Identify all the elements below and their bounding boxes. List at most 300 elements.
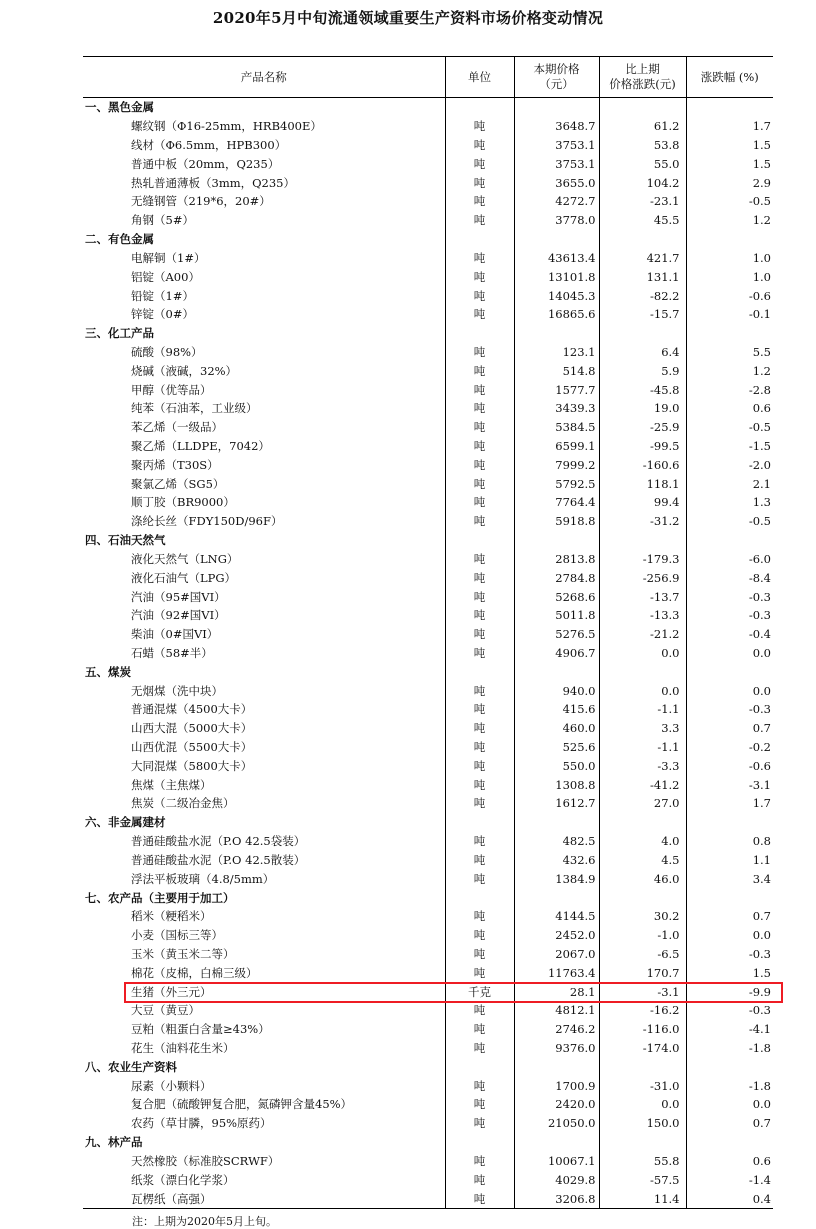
price-cell: 415.6 xyxy=(514,700,599,719)
unit-cell: 吨 xyxy=(445,474,514,493)
empty-cell xyxy=(599,324,686,343)
empty-cell xyxy=(686,324,773,343)
price-cell: 432.6 xyxy=(514,851,599,870)
price-cell: 7764.4 xyxy=(514,493,599,512)
change-percent-cell: 2.1 xyxy=(686,474,773,493)
table-row xyxy=(83,117,773,136)
change-percent-cell: -8.4 xyxy=(686,568,773,587)
product-name-cell: 农药（草甘膦，95%原药） xyxy=(131,1116,272,1131)
price-cell: 2746.2 xyxy=(514,1020,599,1039)
change-percent-cell: -1.4 xyxy=(686,1170,773,1189)
price-cell: 1577.7 xyxy=(514,380,599,399)
change-percent-cell: 1.7 xyxy=(686,794,773,813)
empty-cell xyxy=(445,662,514,681)
price-change-cell: -57.5 xyxy=(599,1170,686,1189)
unit-cell: 吨 xyxy=(445,343,514,362)
product-name-cell: 涤纶长丝（FDY150D/96F） xyxy=(131,514,283,529)
category-row xyxy=(83,98,773,117)
price-cell: 3753.1 xyxy=(514,136,599,155)
unit-cell: 吨 xyxy=(445,907,514,926)
change-percent-cell: 0.7 xyxy=(686,719,773,738)
price-change-cell: -6.5 xyxy=(599,945,686,964)
empty-cell xyxy=(686,888,773,907)
product-name-cell: 铅锭（1#） xyxy=(131,288,194,303)
price-cell: 4144.5 xyxy=(514,907,599,926)
unit-cell: 吨 xyxy=(445,625,514,644)
price-cell: 4029.8 xyxy=(514,1170,599,1189)
unit-cell: 吨 xyxy=(445,154,514,173)
price-change-cell: 45.5 xyxy=(599,211,686,230)
product-name-cell: 大豆（黄豆） xyxy=(131,1003,200,1018)
product-name-cell: 花生（油料花生米） xyxy=(131,1041,235,1056)
table-row xyxy=(83,1001,773,1020)
product-name-cell: 浮法平板玻璃（4.8/5mm） xyxy=(131,871,275,886)
unit-cell: 吨 xyxy=(445,173,514,192)
price-cell: 1308.8 xyxy=(514,775,599,794)
price-change-cell: 27.0 xyxy=(599,794,686,813)
price-change-cell: 421.7 xyxy=(599,249,686,268)
product-name-cell: 普通中板（20mm，Q235） xyxy=(131,156,280,171)
unit-cell: 吨 xyxy=(445,493,514,512)
product-name-cell: 山西优混（5500大卡） xyxy=(131,740,253,755)
table-row xyxy=(83,794,773,813)
empty-cell xyxy=(686,1133,773,1152)
change-percent-cell: -0.3 xyxy=(686,945,773,964)
product-name-cell: 液化石油气（LPG） xyxy=(131,570,237,585)
change-percent-cell: -0.3 xyxy=(686,587,773,606)
price-cell: 9376.0 xyxy=(514,1039,599,1058)
category-row xyxy=(83,230,773,249)
price-cell: 550.0 xyxy=(514,756,599,775)
category-label: 二、有色金属 xyxy=(85,232,154,247)
unit-cell: 吨 xyxy=(445,606,514,625)
unit-cell: 吨 xyxy=(445,1114,514,1133)
table-row xyxy=(83,681,773,700)
product-name-cell: 线材（Φ6.5mm，HPB300） xyxy=(131,138,287,153)
change-percent-cell: -2.8 xyxy=(686,380,773,399)
table-row xyxy=(83,775,773,794)
unit-cell: 吨 xyxy=(445,249,514,268)
product-name-cell: 甲醇（优等品） xyxy=(131,382,212,397)
price-change-cell: 3.3 xyxy=(599,719,686,738)
category-row xyxy=(83,813,773,832)
price-change-cell: -1.0 xyxy=(599,926,686,945)
empty-cell xyxy=(445,98,514,117)
price-change-cell: -31.0 xyxy=(599,1076,686,1095)
change-percent-cell: 1.2 xyxy=(686,361,773,380)
change-percent-cell: -1.8 xyxy=(686,1076,773,1095)
price-change-cell: 55.0 xyxy=(599,154,686,173)
category-row xyxy=(83,1133,773,1152)
change-percent-cell: -0.6 xyxy=(686,286,773,305)
table-row xyxy=(83,550,773,569)
unit-cell: 吨 xyxy=(445,361,514,380)
table-row xyxy=(83,192,773,211)
price-cell: 14045.3 xyxy=(514,286,599,305)
empty-cell xyxy=(599,98,686,117)
change-percent-cell: 1.0 xyxy=(686,249,773,268)
category-row xyxy=(83,662,773,681)
price-cell: 1612.7 xyxy=(514,794,599,813)
header-current-price: 本期价格 （元） xyxy=(514,57,599,98)
product-name-cell: 纯苯（石油苯，工业级） xyxy=(131,401,258,416)
empty-cell xyxy=(514,230,599,249)
empty-cell xyxy=(445,813,514,832)
unit-cell: 吨 xyxy=(445,945,514,964)
price-change-cell: -116.0 xyxy=(599,1020,686,1039)
change-percent-cell: -0.2 xyxy=(686,738,773,757)
unit-cell: 吨 xyxy=(445,512,514,531)
empty-cell xyxy=(445,230,514,249)
price-change-cell: -1.1 xyxy=(599,738,686,757)
change-percent-cell: 0.6 xyxy=(686,1152,773,1171)
table-row xyxy=(83,249,773,268)
price-change-cell: 104.2 xyxy=(599,173,686,192)
product-name-cell: 玉米（黄玉米二等） xyxy=(131,946,235,961)
price-cell: 11763.4 xyxy=(514,963,599,982)
header-price-change: 比上期 价格涨跌(元) xyxy=(599,57,686,98)
price-change-cell: -23.1 xyxy=(599,192,686,211)
change-percent-cell: 1.5 xyxy=(686,963,773,982)
price-change-cell: 55.8 xyxy=(599,1152,686,1171)
product-name-cell: 无缝钢管（219*6，20#） xyxy=(131,194,271,209)
unit-cell: 吨 xyxy=(445,1039,514,1058)
product-name-cell: 石蜡（58#半） xyxy=(131,645,213,660)
table-row xyxy=(83,587,773,606)
table-row xyxy=(83,700,773,719)
empty-cell xyxy=(686,531,773,550)
table-row xyxy=(83,1020,773,1039)
unit-cell: 吨 xyxy=(445,587,514,606)
empty-cell xyxy=(445,531,514,550)
change-percent-cell: -0.3 xyxy=(686,700,773,719)
price-change-cell: 131.1 xyxy=(599,267,686,286)
price-change-cell: 53.8 xyxy=(599,136,686,155)
unit-cell: 吨 xyxy=(445,775,514,794)
product-name-cell: 纸浆（漂白化学浆） xyxy=(131,1172,235,1187)
product-name-cell: 稻米（粳稻米） xyxy=(131,909,212,924)
price-cell: 482.5 xyxy=(514,832,599,851)
price-cell: 7999.2 xyxy=(514,455,599,474)
price-cell: 2813.8 xyxy=(514,550,599,569)
product-name-cell: 小麦（国标三等） xyxy=(131,928,223,943)
unit-cell: 吨 xyxy=(445,305,514,324)
change-percent-cell: 1.2 xyxy=(686,211,773,230)
empty-cell xyxy=(514,662,599,681)
price-cell: 2784.8 xyxy=(514,568,599,587)
unit-cell: 吨 xyxy=(445,963,514,982)
product-name-cell: 尿素（小颗料） xyxy=(131,1078,212,1093)
price-change-cell: 118.1 xyxy=(599,474,686,493)
price-change-cell: -15.7 xyxy=(599,305,686,324)
product-name-cell: 聚丙烯（T30S） xyxy=(131,457,219,472)
empty-cell xyxy=(686,1057,773,1076)
product-name-cell: 山西大混（5000大卡） xyxy=(131,721,253,736)
product-name-cell: 烧碱（液碱，32%） xyxy=(131,363,238,378)
price-change-cell: -45.8 xyxy=(599,380,686,399)
empty-cell xyxy=(514,531,599,550)
price-change-cell: -82.2 xyxy=(599,286,686,305)
price-cell: 28.1 xyxy=(514,982,599,1001)
price-change-cell: -1.1 xyxy=(599,700,686,719)
change-percent-cell: 0.0 xyxy=(686,644,773,663)
price-change-cell: 19.0 xyxy=(599,399,686,418)
unit-cell: 吨 xyxy=(445,117,514,136)
product-name-cell: 焦煤（主焦煤） xyxy=(131,777,212,792)
change-percent-cell: 5.5 xyxy=(686,343,773,362)
table-row xyxy=(83,474,773,493)
price-cell: 3648.7 xyxy=(514,117,599,136)
table-row xyxy=(83,211,773,230)
change-percent-cell: 1.5 xyxy=(686,154,773,173)
empty-cell xyxy=(686,230,773,249)
table-row xyxy=(83,267,773,286)
product-name-cell: 液化天然气（LNG） xyxy=(131,551,239,566)
unit-cell: 吨 xyxy=(445,869,514,888)
product-name-cell: 汽油（92#国VI） xyxy=(131,608,226,623)
price-cell: 16865.6 xyxy=(514,305,599,324)
price-change-cell: 11.4 xyxy=(599,1189,686,1208)
empty-cell xyxy=(514,813,599,832)
change-percent-cell: -0.5 xyxy=(686,418,773,437)
header-unit: 单位 xyxy=(445,57,514,98)
unit-cell: 吨 xyxy=(445,267,514,286)
empty-cell xyxy=(514,888,599,907)
price-change-cell: 4.5 xyxy=(599,851,686,870)
table-row xyxy=(83,1076,773,1095)
table-row xyxy=(83,1189,773,1208)
empty-cell xyxy=(686,662,773,681)
product-name-cell: 普通硅酸盐水泥（P.O 42.5袋装） xyxy=(131,834,306,849)
price-change-cell: 30.2 xyxy=(599,907,686,926)
change-percent-cell: -1.8 xyxy=(686,1039,773,1058)
change-percent-cell: -0.3 xyxy=(686,1001,773,1020)
table-row xyxy=(83,869,773,888)
table-row xyxy=(83,305,773,324)
price-cell: 4812.1 xyxy=(514,1001,599,1020)
unit-cell: 吨 xyxy=(445,286,514,305)
unit-cell: 吨 xyxy=(445,681,514,700)
category-row xyxy=(83,1057,773,1076)
table-row xyxy=(83,945,773,964)
empty-cell xyxy=(514,324,599,343)
change-percent-cell: 0.8 xyxy=(686,832,773,851)
price-cell: 4272.7 xyxy=(514,192,599,211)
category-label: 八、农业生产资料 xyxy=(85,1059,177,1074)
change-percent-cell: 0.0 xyxy=(686,1095,773,1114)
price-change-cell: -99.5 xyxy=(599,437,686,456)
unit-cell: 吨 xyxy=(445,1076,514,1095)
product-name-cell: 生猪（外三元） xyxy=(131,984,212,999)
unit-cell: 吨 xyxy=(445,211,514,230)
table-row xyxy=(83,606,773,625)
table-row xyxy=(83,1114,773,1133)
price-change-cell: 6.4 xyxy=(599,343,686,362)
price-change-cell: 170.7 xyxy=(599,963,686,982)
unit-cell: 吨 xyxy=(445,418,514,437)
change-percent-cell: 0.4 xyxy=(686,1189,773,1208)
price-cell: 3439.3 xyxy=(514,399,599,418)
table-row xyxy=(83,1170,773,1189)
price-cell: 4906.7 xyxy=(514,644,599,663)
change-percent-cell: 0.7 xyxy=(686,1114,773,1133)
table-row xyxy=(83,286,773,305)
empty-cell xyxy=(514,1057,599,1076)
price-cell: 2452.0 xyxy=(514,926,599,945)
empty-cell xyxy=(599,531,686,550)
price-change-cell: -3.3 xyxy=(599,756,686,775)
price-cell: 43613.4 xyxy=(514,249,599,268)
price-change-cell: 61.2 xyxy=(599,117,686,136)
unit-cell: 千克 xyxy=(445,982,514,1001)
product-name-cell: 棉花（皮棉，白棉三级） xyxy=(131,965,258,980)
empty-cell xyxy=(514,98,599,117)
empty-cell xyxy=(445,1133,514,1152)
unit-cell: 吨 xyxy=(445,1095,514,1114)
change-percent-cell: 0.0 xyxy=(686,926,773,945)
price-change-cell: -41.2 xyxy=(599,775,686,794)
header-product-name: 产品名称 xyxy=(83,57,445,98)
price-change-cell: -174.0 xyxy=(599,1039,686,1058)
unit-cell: 吨 xyxy=(445,136,514,155)
unit-cell: 吨 xyxy=(445,794,514,813)
price-cell: 5384.5 xyxy=(514,418,599,437)
table-row xyxy=(83,625,773,644)
price-change-cell: 4.0 xyxy=(599,832,686,851)
price-cell: 1384.9 xyxy=(514,869,599,888)
price-change-cell: -16.2 xyxy=(599,1001,686,1020)
table-row xyxy=(83,399,773,418)
table-row xyxy=(83,851,773,870)
footnote: 注：上期为2020年5月上旬。 xyxy=(132,1215,277,1228)
table-row xyxy=(83,756,773,775)
price-cell: 2067.0 xyxy=(514,945,599,964)
unit-cell: 吨 xyxy=(445,644,514,663)
price-cell: 3655.0 xyxy=(514,173,599,192)
product-name-cell: 汽油（95#国VI） xyxy=(131,589,226,604)
table-row xyxy=(83,154,773,173)
category-label: 三、化工产品 xyxy=(85,326,154,341)
category-label: 一、黑色金属 xyxy=(85,100,154,115)
price-change-cell: 99.4 xyxy=(599,493,686,512)
product-name-cell: 天然橡胶（标准胶SCRWF） xyxy=(131,1153,280,1168)
change-percent-cell: -0.5 xyxy=(686,192,773,211)
price-cell: 5792.5 xyxy=(514,474,599,493)
price-cell: 6599.1 xyxy=(514,437,599,456)
price-cell: 3206.8 xyxy=(514,1189,599,1208)
table-row xyxy=(83,907,773,926)
table-row xyxy=(83,493,773,512)
unit-cell: 吨 xyxy=(445,851,514,870)
price-cell: 5268.6 xyxy=(514,587,599,606)
price-cell: 3778.0 xyxy=(514,211,599,230)
price-change-cell: -25.9 xyxy=(599,418,686,437)
change-percent-cell: -0.3 xyxy=(686,606,773,625)
change-percent-cell: 1.0 xyxy=(686,267,773,286)
table-row xyxy=(83,926,773,945)
price-change-cell: 5.9 xyxy=(599,361,686,380)
product-name-cell: 角钢（5#） xyxy=(131,213,194,228)
change-percent-cell: -6.0 xyxy=(686,550,773,569)
category-row xyxy=(83,324,773,343)
unit-cell: 吨 xyxy=(445,380,514,399)
product-name-cell: 锌锭（0#） xyxy=(131,307,194,322)
table-row xyxy=(83,832,773,851)
unit-cell: 吨 xyxy=(445,719,514,738)
change-percent-cell: -0.6 xyxy=(686,756,773,775)
price-cell: 3753.1 xyxy=(514,154,599,173)
change-percent-cell: 3.4 xyxy=(686,869,773,888)
unit-cell: 吨 xyxy=(445,1152,514,1171)
price-cell: 460.0 xyxy=(514,719,599,738)
unit-cell: 吨 xyxy=(445,738,514,757)
price-cell: 1700.9 xyxy=(514,1076,599,1095)
price-change-cell: 0.0 xyxy=(599,644,686,663)
change-percent-cell: 0.6 xyxy=(686,399,773,418)
price-cell: 123.1 xyxy=(514,343,599,362)
product-name-cell: 无烟煤（洗中块） xyxy=(131,683,223,698)
empty-cell xyxy=(445,324,514,343)
unit-cell: 吨 xyxy=(445,1020,514,1039)
product-name-cell: 柴油（0#国VI） xyxy=(131,627,219,642)
change-percent-cell: 0.7 xyxy=(686,907,773,926)
product-name-cell: 瓦楞纸（高强） xyxy=(83,1189,445,1208)
price-cell: 13101.8 xyxy=(514,267,599,286)
price-cell: 5276.5 xyxy=(514,625,599,644)
change-percent-cell: 1.3 xyxy=(686,493,773,512)
product-name-cell: 螺纹钢（Φ16-25mm，HRB400E） xyxy=(131,119,322,134)
price-cell: 5011.8 xyxy=(514,606,599,625)
table-row xyxy=(83,361,773,380)
table-row xyxy=(83,437,773,456)
unit-cell: 吨 xyxy=(445,1001,514,1020)
price-change-cell: -160.6 xyxy=(599,455,686,474)
change-percent-cell: 1.5 xyxy=(686,136,773,155)
unit-cell: 吨 xyxy=(445,926,514,945)
price-change-cell: 150.0 xyxy=(599,1114,686,1133)
price-change-cell: -13.7 xyxy=(599,587,686,606)
empty-cell xyxy=(599,888,686,907)
table-row xyxy=(83,644,773,663)
product-name-cell: 焦炭（二级冶金焦） xyxy=(131,796,235,811)
table-row xyxy=(83,380,773,399)
table-row xyxy=(83,963,773,982)
change-percent-cell: 2.9 xyxy=(686,173,773,192)
unit-cell: 吨 xyxy=(445,192,514,211)
table-row xyxy=(83,568,773,587)
table-row xyxy=(83,738,773,757)
table-row xyxy=(83,1095,773,1114)
change-percent-cell: 1.7 xyxy=(686,117,773,136)
product-name-cell: 硫酸（98%） xyxy=(131,344,203,359)
price-cell: 5918.8 xyxy=(514,512,599,531)
change-percent-cell: -0.1 xyxy=(686,305,773,324)
price-cell: 2420.0 xyxy=(514,1095,599,1114)
empty-cell xyxy=(686,98,773,117)
price-change-cell: 0.0 xyxy=(599,1095,686,1114)
table-row xyxy=(83,512,773,531)
page-title: 2020年5月中旬流通领域重要生产资料市场价格变动情况 xyxy=(212,9,604,27)
header-change-percent: 涨跌幅 (%) xyxy=(686,57,773,98)
change-percent-cell: -3.1 xyxy=(686,775,773,794)
change-percent-cell: 0.0 xyxy=(686,681,773,700)
category-row xyxy=(83,888,773,907)
change-percent-cell: -2.0 xyxy=(686,455,773,474)
category-label: 六、非金属建材 xyxy=(85,815,166,830)
change-percent-cell: -9.9 xyxy=(686,982,773,1001)
empty-cell xyxy=(445,1057,514,1076)
table-header-row xyxy=(83,57,773,98)
